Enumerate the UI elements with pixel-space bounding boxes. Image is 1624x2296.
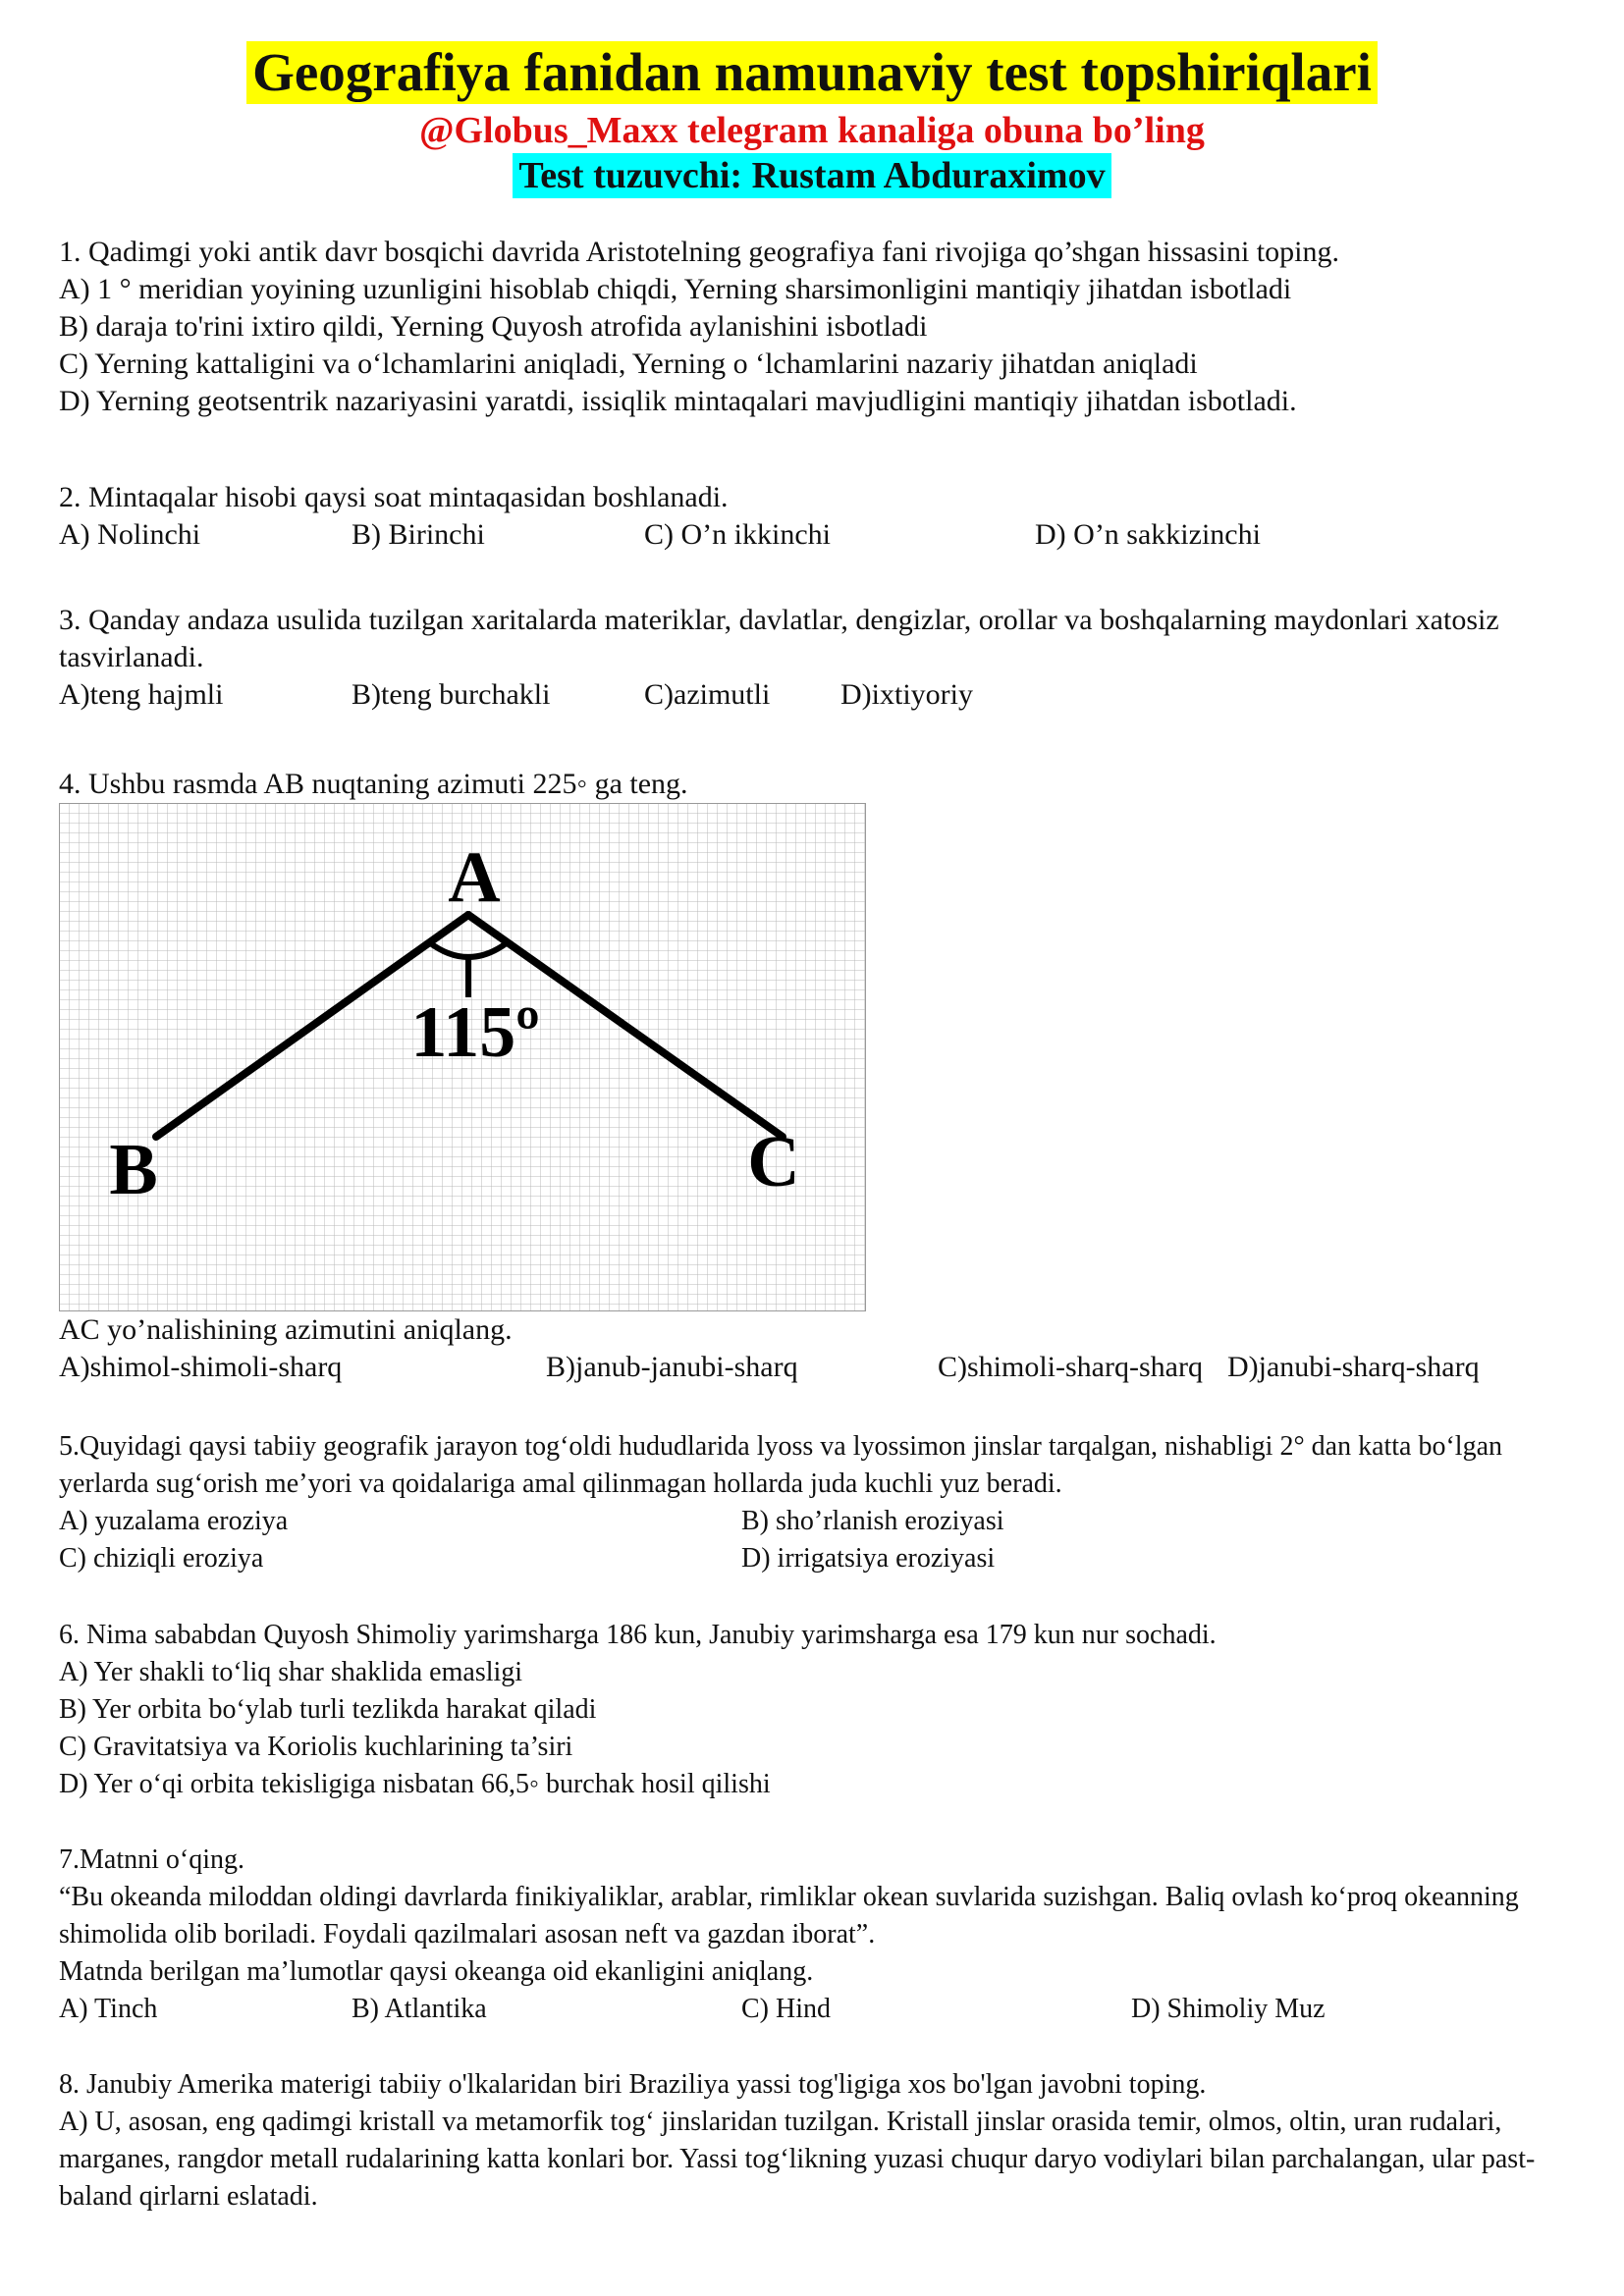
options-row-1 — [59, 1503, 1591, 1540]
question-text: 6. Nima sababdan Quyosh Shimoliy yarimsharga 186 kun, Janubiy yarimsharga esa 179 kun nur sochadi. — [59, 1620, 1217, 1650]
question-7 — [59, 1842, 1591, 2028]
option-c: C) Yerning kattaligini va o‘lchamlarini aniqladi, Yerning o ‘lchamlarini nazariy jihatdan aniqladi — [59, 347, 1198, 380]
option-a: A)teng hajmli — [59, 678, 224, 711]
question-prompt: AC yo’nalishining azimutini aniqlang. — [59, 1313, 513, 1346]
option-b: B) sho’rlanish eroziyasi — [741, 1506, 1004, 1536]
option-c: C) chiziqli eroziya — [59, 1543, 264, 1574]
option-a: A)shimol-shimoli-sharq — [59, 1351, 343, 1383]
point-c-label: C — [747, 1122, 800, 1202]
telegram-promo: @Globus_Maxx telegram kanaliga obuna bo’ling — [419, 110, 1205, 151]
author-label: Test tuzuvchi: Rustam Abduraximov — [513, 153, 1110, 198]
option-a: A) 1 ° meridian yoyining uzunligini hisoblab chiqdi, Yerning sharsimonligini mantiqiy jihatdan isbotladi — [59, 273, 1292, 305]
question-4 — [59, 766, 1591, 1386]
question-text: 1. Qadimgi yoki antik davr bosqichi davrida Aristotelning geografiya fani rivojiga qo’shgan hissasini toping. — [59, 236, 1339, 268]
option-d: D) O’n sakkizinchi — [1035, 518, 1261, 551]
options-row — [59, 1991, 1591, 2028]
question-prompt: Matnda berilgan ma’lumotlar qaysi okeanga oid ekanligini aniqlang. — [59, 1956, 814, 1987]
question-2 — [59, 479, 1591, 554]
option-c: C) O’n ikkinchi — [644, 518, 831, 551]
options-row — [59, 516, 1591, 554]
option-b: B)teng burchakli — [352, 678, 551, 711]
options-row — [59, 676, 1591, 714]
angle-label: 115º — [410, 992, 540, 1073]
option-a: A) yuzalama eroziya — [59, 1506, 289, 1536]
question-text: 2. Mintaqalar hisobi qaysi soat mintaqasidan boshlanadi. — [59, 481, 729, 513]
author-row — [0, 153, 1624, 198]
option-c: C)shimoli-sharq-sharq — [938, 1351, 1203, 1383]
azimuth-diagram — [59, 803, 866, 1311]
option-d: D) Shimoliy Muz — [1131, 1994, 1326, 2024]
question-text: 3. Qanday andaza usulida tuzilgan xaritalarda materiklar, davlatlar, dengizlar, orollar va boshqalarning maydonlari xatosiz tasvirlanadi. — [59, 604, 1499, 673]
option-a: A) Nolinchi — [59, 518, 201, 551]
question-5 — [59, 1428, 1591, 1577]
question-1 — [59, 234, 1591, 420]
option-b: B) daraja to'rini ixtiro qildi, Yerning Quyosh atrofida aylanishini isbotladi — [59, 310, 928, 343]
option-d: D)janubi-sharq-sharq — [1227, 1351, 1480, 1383]
option-c: C) Gravitatsiya va Koriolis kuchlarining ta’siri — [59, 1732, 573, 1762]
option-b: B) Birinchi — [352, 518, 485, 551]
page-title: Geografiya fanidan namunaviy test topshiriqlari — [246, 41, 1378, 104]
option-d: D) irrigatsiya eroziyasi — [741, 1543, 996, 1574]
question-8 — [59, 2066, 1591, 2216]
option-a: A) U, asosan, eng qadimgi kristall va metamorfik tog‘ jinslaridan tuzilgan. Kristall jinslar orasida temir, olmos, oltin, uran rudalari, marganes, rangdor metall rudalarining katta konlari bor. Yassi tog‘likning yuzasi chuqur daryo vodiylari bilan parchalangan, ular past-baland qirlarni eslatadi. — [59, 2107, 1536, 2212]
option-c: C)azimutli — [644, 678, 771, 711]
option-b: B) Atlantika — [352, 1994, 487, 2024]
option-b: B) Yer orbita bo‘ylab turli tezlikda harakat qiladi — [59, 1694, 597, 1725]
question-text: 7.Matnni o‘qing. — [59, 1844, 244, 1875]
azimuth-figure — [59, 803, 866, 1311]
option-a: A) Yer shakli to‘liq shar shaklida emasligi — [59, 1657, 523, 1687]
question-text: 4. Ushbu rasmda AB nuqtaning azimuti 225◦ ga teng. — [59, 768, 688, 800]
option-d: D) Yer o‘qi orbita tekisligiga nisbatan 66,5◦ burchak hosil qilishi — [59, 1769, 771, 1799]
option-b: B)janub-janubi-sharq — [546, 1351, 798, 1383]
options-row-2 — [59, 1540, 1591, 1577]
option-d: D)ixtiyoriy — [840, 678, 973, 711]
options-row — [59, 1349, 1591, 1386]
option-d: D) Yerning geotsentrik nazariyasini yaratdi, issiqlik mintaqalari mavjudligini mantiqiy jihatdan isbotladi. — [59, 385, 1297, 417]
quoted-text: “Bu okeanda miloddan oldingi davrlarda finikiyaliklar, arablar, rimliklar okean suvlarida suzishgan. Baliq ovlash ko‘proq okeanning shimolida olib boriladi. Foydali qazilmalari asosan neft va gazdan iborat”. — [59, 1882, 1519, 1949]
page-title-row — [0, 41, 1624, 104]
question-3 — [59, 602, 1591, 714]
point-b-label: B — [109, 1130, 158, 1210]
question-text: 8. Janubiy Amerika materigi tabiiy o'lkalaridan biri Braziliya yassi tog'ligiga xos bo'lgan javobni toping. — [59, 2069, 1207, 2100]
question-6 — [59, 1617, 1591, 1803]
point-a-label: A — [448, 837, 501, 918]
option-a: A) Tinch — [59, 1994, 158, 2024]
question-text: 5.Quyidagi qaysi tabiiy geografik jarayon tog‘oldi hududlarida lyoss va lyossimon jinslar tarqalgan, nishabligi 2° dan katta bo‘lgan yerlarda sug‘orish me’yori va qoidalariga amal qilinmagan hollarda juda kuchli yuz beradi. — [59, 1431, 1503, 1499]
option-c: C) Hind — [741, 1994, 831, 2024]
